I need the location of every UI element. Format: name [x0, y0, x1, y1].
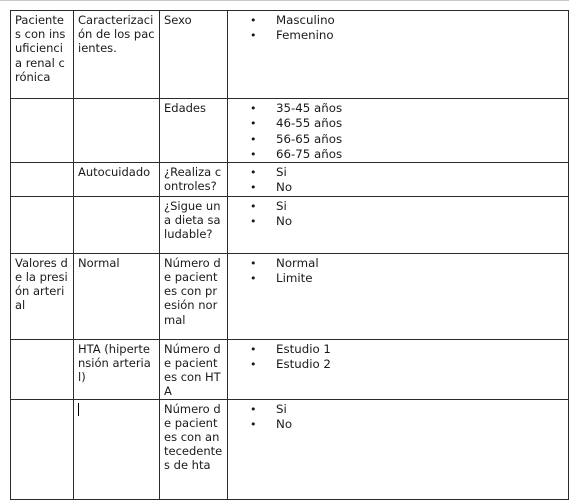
cell-dimension[interactable]: Caracterización de los pacientes. [74, 11, 160, 99]
list-item: • Femenino [250, 28, 564, 43]
list-item: • Si [250, 165, 564, 180]
cell-values[interactable] [228, 253, 569, 339]
bullet-list [232, 165, 564, 196]
table-row [11, 196, 569, 253]
table-row [11, 11, 569, 99]
cell-group[interactable] [11, 163, 74, 197]
cell-values[interactable] [228, 196, 569, 253]
cell-dimension[interactable] [74, 399, 160, 499]
cell-values[interactable] [228, 99, 569, 163]
cell-indicator[interactable]: ¿Realiza controles? [160, 163, 228, 197]
cell-group[interactable] [11, 339, 74, 399]
bullet-list [232, 13, 564, 44]
cell-dimension[interactable]: Normal [74, 253, 160, 339]
cell-dimension[interactable] [74, 196, 160, 253]
list-item: • Limite [250, 271, 564, 286]
cell-group[interactable]: Pacientes con insuficiencia renal crónica [11, 11, 74, 99]
list-item: • No [250, 417, 564, 432]
list-item: • No [250, 214, 564, 229]
table-row [11, 339, 569, 399]
list-item: • Estudio 1 [250, 342, 564, 357]
table-row [11, 163, 569, 197]
cell-group[interactable] [11, 99, 74, 163]
cell-indicator[interactable]: Sexo [160, 11, 228, 99]
cell-indicator[interactable]: Número de pacientes con HTA [160, 339, 228, 399]
list-item: • Si [250, 402, 564, 417]
cell-values[interactable] [228, 163, 569, 197]
table-row [11, 399, 569, 499]
bullet-list [232, 101, 564, 162]
list-item: • Masculino [250, 13, 564, 28]
table-row [11, 99, 569, 163]
cell-values[interactable] [228, 399, 569, 499]
cell-group[interactable] [11, 196, 74, 253]
list-item: • 66-75 años [250, 147, 564, 162]
cell-dimension[interactable] [74, 99, 160, 163]
list-item: • Estudio 2 [250, 357, 564, 372]
cell-values[interactable] [228, 339, 569, 399]
cell-group[interactable] [11, 399, 74, 499]
bullet-list [232, 342, 564, 373]
list-item: • 46-55 años [250, 116, 564, 131]
list-item: • No [250, 180, 564, 195]
list-item: • Si [250, 199, 564, 214]
cell-indicator[interactable]: Edades [160, 99, 228, 163]
cell-dimension[interactable]: Autocuidado [74, 163, 160, 197]
text-cursor [78, 403, 79, 416]
bullet-list [232, 256, 564, 287]
list-item: • 35-45 años [250, 101, 564, 116]
cell-indicator[interactable]: Número de pacientes con presión normal [160, 253, 228, 339]
cell-group[interactable]: Valores de la presión arterial [11, 253, 74, 339]
bullet-list [232, 402, 564, 433]
table-row [11, 253, 569, 339]
bullet-list [232, 199, 564, 230]
list-item: • 56-65 años [250, 132, 564, 147]
cell-indicator[interactable]: Número de pacientes con antecedentes de hta [160, 399, 228, 499]
cell-indicator[interactable]: ¿Sigue una dieta saludable? [160, 196, 228, 253]
page-top-rule [0, 0, 569, 1]
list-item: • Normal [250, 256, 564, 271]
cell-dimension[interactable]: HTA (hipertensión arterial) [74, 339, 160, 399]
variables-table [10, 10, 569, 500]
cell-values[interactable] [228, 11, 569, 99]
